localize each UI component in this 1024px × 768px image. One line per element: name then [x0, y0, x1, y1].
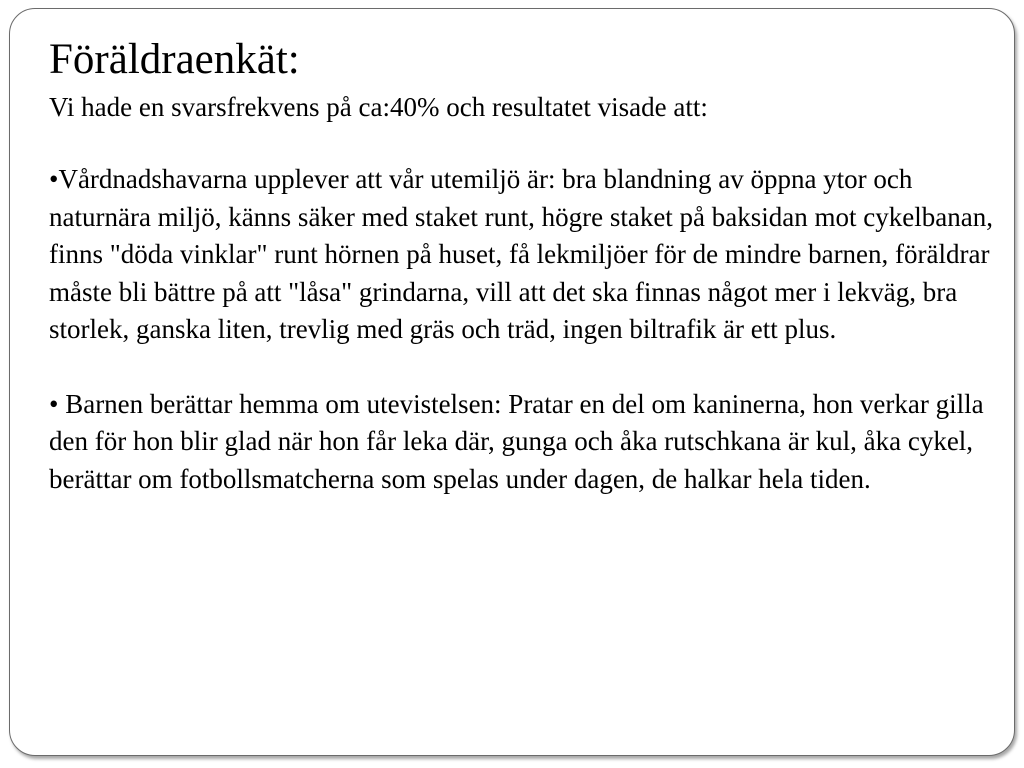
bullet-item-parents: [49, 161, 1011, 349]
slide-frame: [9, 8, 1015, 756]
slide-title: Föräldraenkät:: [49, 36, 300, 83]
slide-content: [49, 31, 1011, 498]
intro-text: Vi hade en svarsfrekvens på ca:40% och resultatet visade att:: [49, 92, 708, 122]
bullet-icon: •: [49, 164, 59, 194]
bullet-icon: •: [49, 388, 59, 419]
bullet-text-children: Barnen berättar hemma om utevistelsen: Pratar en del om kaninerna, hon verkar gilla den för hon blir glad när hon får leka där, gunga och åka rutschkana är kul, åka cykel, berättar om fotbollsmatcherna som spelas under dagen, de halkar hela tiden.: [49, 388, 984, 494]
spacer: [49, 123, 1011, 161]
bullet-item-children: [49, 386, 1011, 499]
spacer: [49, 349, 1011, 386]
bullet-text-parents: Vårdnadshavarna upplever att vår utemiljö är: bra blandning av öppna ytor och naturnära miljö, känns säker med staket runt, högre staket på baksidan mot cykelbanan, finns "döda vinklar" runt hörnen på huset, få lekmiljöer för de mindre barnen, föräldrar måste bli bättre på att "låsa" grindarna, vill att det ska finnas något mer i lekväg, bra storlek, ganska liten, trevlig med gräs och träd, ingen biltrafik är ett plus.: [49, 164, 993, 344]
